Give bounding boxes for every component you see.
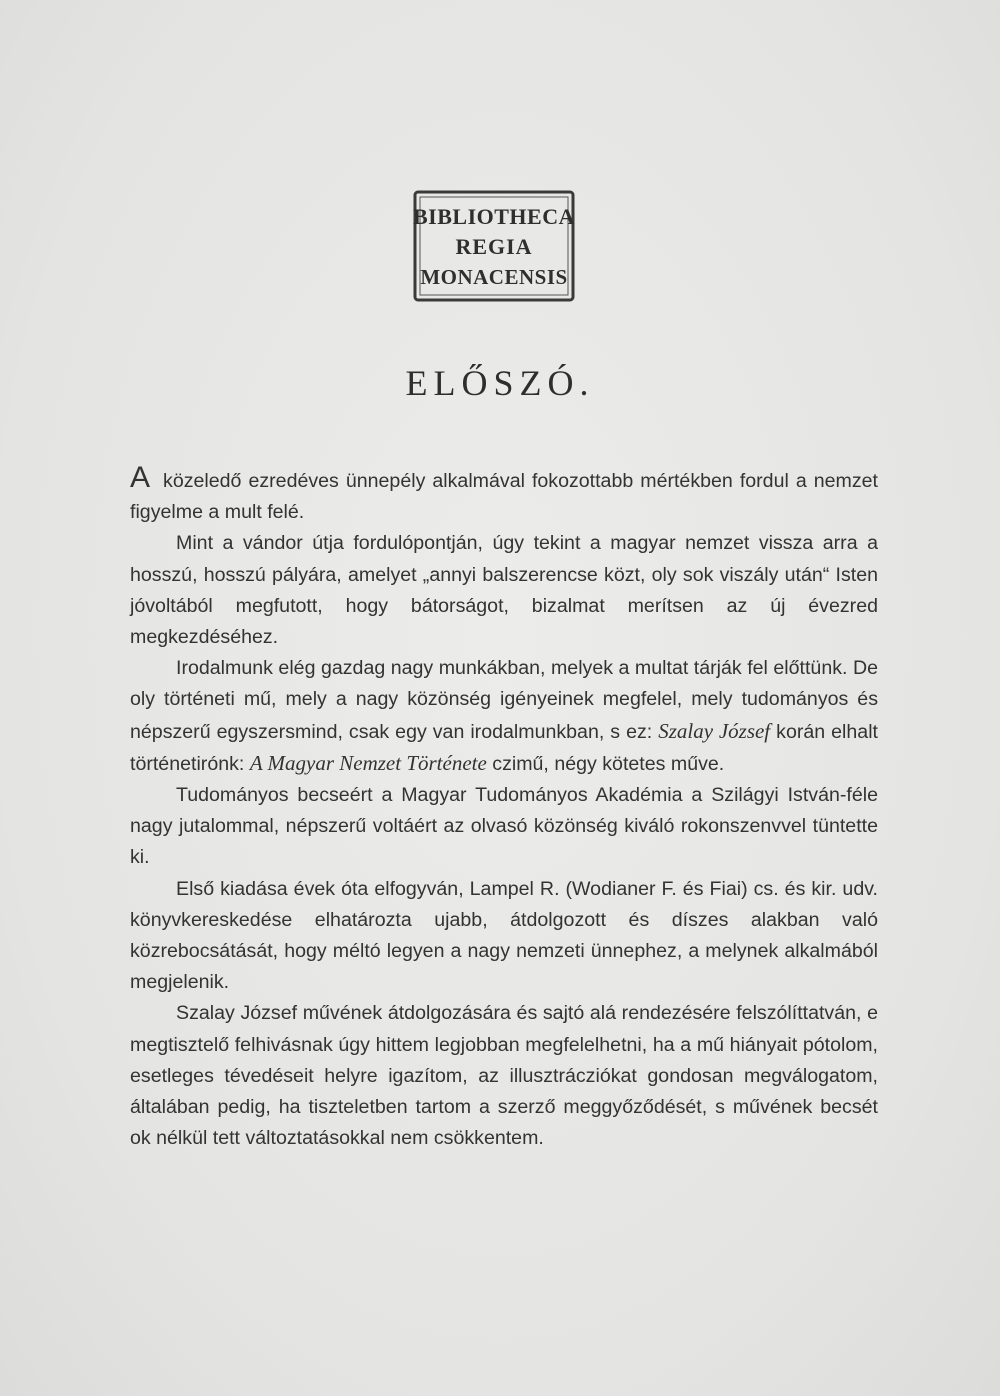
paragraph-5: Első kiadása évek óta elfogyván, Lampel R. (Wodianer F. és Fiai) cs. és kir. udv. könyvkereskedése elhatározta ujabb, átdolgozott és díszes alakban való közrebocsátását, hogy méltó legyen a nagy nemzeti ünnephez, a melynek alkalmából megjelenik. bbox=[130, 877, 878, 994]
preface-body bbox=[130, 461, 878, 1154]
stamp-line-3: MONACENSIS bbox=[420, 265, 568, 289]
work-title: A Magyar Nemzet Története bbox=[249, 750, 487, 775]
library-stamp bbox=[411, 186, 577, 308]
paragraph-4: Tudományos becseért a Magyar Tudományos Akadémia a Szilágyi István-féle nagy jutalommal, népszerű voltáért az olvasó közönség kiváló rokonszenvvel tüntette ki. bbox=[130, 784, 878, 869]
paragraph-2: Mint a vándor útja fordulópontján, úgy tekint a magyar nemzet vissza arra a hosszú, hosszú pályára, amelyet „annyi balszerencse közt, oly sok viszály után“ Isten jóvoltából megfutott, hogy bátorságot, bizalmat merítsen az új évezred megkezdéséhez. bbox=[130, 532, 878, 649]
paragraph-3-text-a: Irodalmunk elég gazdag nagy munkákban, melyek a multat tárják fel előttünk. De oly történeti mű, mely a nagy közönség igényeinek megfelel, mely tudományos és népszerű egyszersmind, csak egy van irodalmunkban, s ez: bbox=[130, 657, 878, 743]
paragraph-3 bbox=[130, 653, 878, 780]
author-name: Szalay József bbox=[658, 718, 771, 743]
library-stamp-graphic bbox=[411, 186, 577, 308]
paragraph-3-text-c: czimű, négy kötetes műve. bbox=[492, 752, 725, 775]
paragraph-1 bbox=[130, 461, 878, 528]
paragraph-6: Szalay József művének átdolgozására és sajtó alá rendezésére felszólíttatván, e megtisztelő felhivásnak úgy hittem legjobban megfelelhetni, ha a mű hiányait pótolom, esetleges tévedéseit helyre igazítom, az illusztrácziókat gondosan megválogatom, általában pedig, ha tiszteletben tartom a szerző meggyőződését, s művének becsét ok nélkül tett változtatásokkal nem csökkentem. bbox=[130, 1002, 878, 1150]
stamp-line-1: BIBLIOTHECA bbox=[413, 204, 575, 229]
paragraph-3-text-b: korán elhalt történetirónk: bbox=[130, 720, 878, 775]
stamp-line-2: REGIA bbox=[455, 234, 533, 259]
drop-cap: A bbox=[130, 461, 151, 494]
paragraph-1-text: közeledő ezredéves ünnepély alkalmával fokozottabb mértékben fordul a nemzet figyelme a mult felé. bbox=[130, 470, 878, 524]
page-title: ELŐSZÓ. bbox=[405, 363, 595, 403]
